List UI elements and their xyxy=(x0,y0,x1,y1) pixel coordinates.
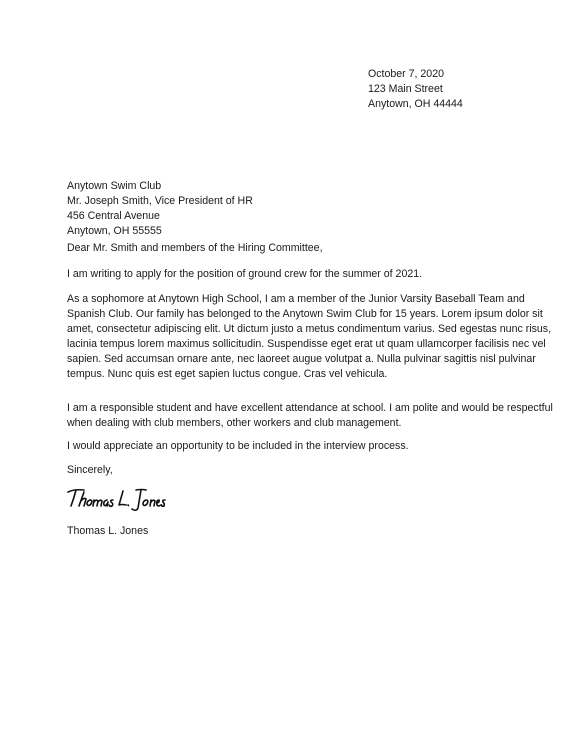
intro-paragraph: I am writing to apply for the position of ground crew for the summer of 2021. xyxy=(67,268,423,280)
paragraph-line: As a sophomore at Anytown High School, I am a member of the Junior Varsity Baseball Team and xyxy=(67,293,525,305)
paragraph-line: I am a responsible student and have excellent attendance at school. I am polite and would be respectful xyxy=(67,402,553,414)
recipient-city: Anytown, OH 55555 xyxy=(67,225,162,237)
body-paragraph-1 xyxy=(67,292,552,382)
recipient-street: 456 Central Avenue xyxy=(67,210,160,222)
body-paragraph-3: I would appreciate an opportunity to be included in the interview process. xyxy=(67,440,409,452)
body-paragraph-2 xyxy=(67,401,553,431)
paragraph-line: sapien. Sed accumsan ornare ante, nec laoreet augue volutpat a. Nulla pulvinar sagittis nisl pulvinar xyxy=(67,353,536,365)
recipient-block xyxy=(67,179,487,239)
closing: Sincerely, xyxy=(67,464,113,476)
paragraph-line: tempus. Nunc quis est eget sapien luctus congue. Cras vel vehicula. xyxy=(67,368,388,380)
sender-city: Anytown, OH 44444 xyxy=(368,98,463,110)
letter-date: October 7, 2020 xyxy=(368,68,444,80)
sender-block xyxy=(368,67,558,112)
handwritten-signature xyxy=(66,482,166,514)
paragraph-line: amet, consectetur adipiscing elit. Ut dictum justo a metus condimentum varius. Sed egestas nunc risus, xyxy=(67,323,552,335)
salutation: Dear Mr. Smith and members of the Hiring Committee, xyxy=(67,242,323,254)
recipient-contact: Mr. Joseph Smith, Vice President of HR xyxy=(67,195,253,207)
printed-name: Thomas L. Jones xyxy=(67,525,149,537)
paragraph-line: when dealing with club members, other workers and club management. xyxy=(67,417,402,429)
paragraph-line: Spanish Club. Our family has belonged to the Anytown Swim Club for 15 years. Lorem ipsum dolor sit xyxy=(67,308,543,320)
recipient-org: Anytown Swim Club xyxy=(67,180,162,192)
paragraph-line: lacinia tempus lorem maximus sollicitudin. Suspendisse eget erat ut quam ullamcorper facilisis nec vel xyxy=(67,338,546,350)
sender-street: 123 Main Street xyxy=(368,83,443,95)
